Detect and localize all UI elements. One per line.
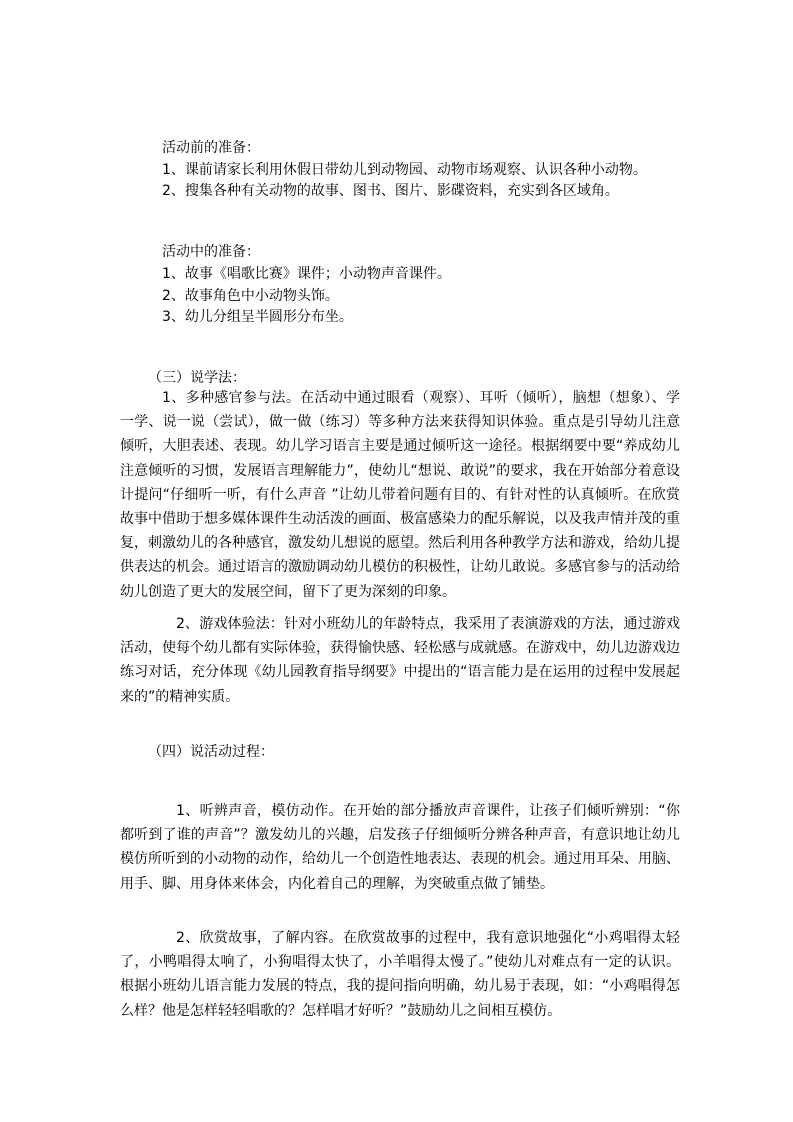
prep-before-title: 活动前的准备： (162, 140, 260, 156)
section3-paragraph-1 (120, 386, 680, 604)
prep-during-title: 活动中的准备： (162, 244, 260, 260)
section4-paragraph-2 (120, 926, 680, 1023)
section3-heading: （三）说学法： (148, 370, 246, 386)
section3-paragraph-2 (120, 612, 680, 709)
prep-before-item: 1、课前请家长利用休假日带幼儿到动物园、动物市场观察、认识各种小动物。 (162, 162, 647, 178)
paragraph-text: 2、欣赏故事，了解内容。在欣赏故事的过程中，我有意识地强化“小鸡唱得太轻了，小鸭唱得太响了，小狗唱得太快了，小羊唱得太慢了。”使幼儿对难点有一定的认识。根据小班幼儿语言能力发展的特点，我的提问指向明确，幼儿易于表现，如：“小鸡唱得怎么样？他是怎样轻轻唱歌的？怎样唱才好听？”鼓励幼儿之间相互模仿。 (120, 930, 680, 1019)
paragraph-text: 2、游戏体验法：针对小班幼儿的年龄特点，我采用了表演游戏的方法，通过游戏活动，使每个幼儿都有实际体验，获得愉快感、轻松感与成就感。在游戏中，幼儿边游戏边练习对话，充分体现《幼儿园教育指导纲要》中提出的“语言能力是在运用的过程中发展起来的”的精神实质。 (120, 616, 680, 705)
section4-paragraph-1 (120, 799, 680, 896)
prep-before-item: 2、搜集各种有关动物的故事、图书、图片、影碟资料，充实到各区域角。 (162, 183, 619, 199)
prep-during-item: 2、故事角色中小动物头饰。 (162, 288, 339, 304)
prep-during-item: 3、幼儿分组呈半圆形分布坐。 (162, 309, 353, 325)
section4-heading: （四）说活动过程： (148, 744, 274, 760)
paragraph-text: 1、多种感官参与法。在活动中通过眼看（观察）、耳听（倾听），脑想（想象）、学一学、说一说（尝试），做一做（练习）等多种方法来获得知识体验。重点是引导幼儿注意倾听，大胆表述、表现。幼儿学习语言主要是通过倾听这一途径。根据纲要中要“养成幼儿注意倾听的习惯，发展语言理解能力”，使幼儿“想说、敢说”的要求，我在开始部分着意设计提问“仔细听一听，有什么声音 ”让幼儿带着问题有目的、有针对性的认真倾听。在欣赏故事中借助于想多媒体课件生动活泼的画面、极富感染力的配乐解说，以及我声情并茂的重复，刺激幼儿的各种感官，激发幼儿想说的愿望。然后利用各种教学方法和游戏，给幼儿提供表达的机会。通过语言的激励调动幼儿模仿的积极性，让幼儿敢说。多感官参与的活动给幼儿创造了更大的发展空间，留下了更为深刻的印象。 (120, 390, 680, 600)
prep-during-item: 1、故事《唱歌比赛》课件；小动物声音课件。 (162, 266, 451, 282)
paragraph-text: 1、听辨声音，模仿动作。在开始的部分播放声音课件，让孩子们倾听辨别：“你都听到了谁的声音”？激发幼儿的兴趣，启发孩子仔细倾听分辨各种声音，有意识地让幼儿模仿所听到的小动物的动作，给幼儿一个创造性地表达、表现的机会。通过用耳朵、用脑、用手、脚、用身体来体会，内化着自己的理解，为突破重点做了铺垫。 (120, 803, 680, 892)
